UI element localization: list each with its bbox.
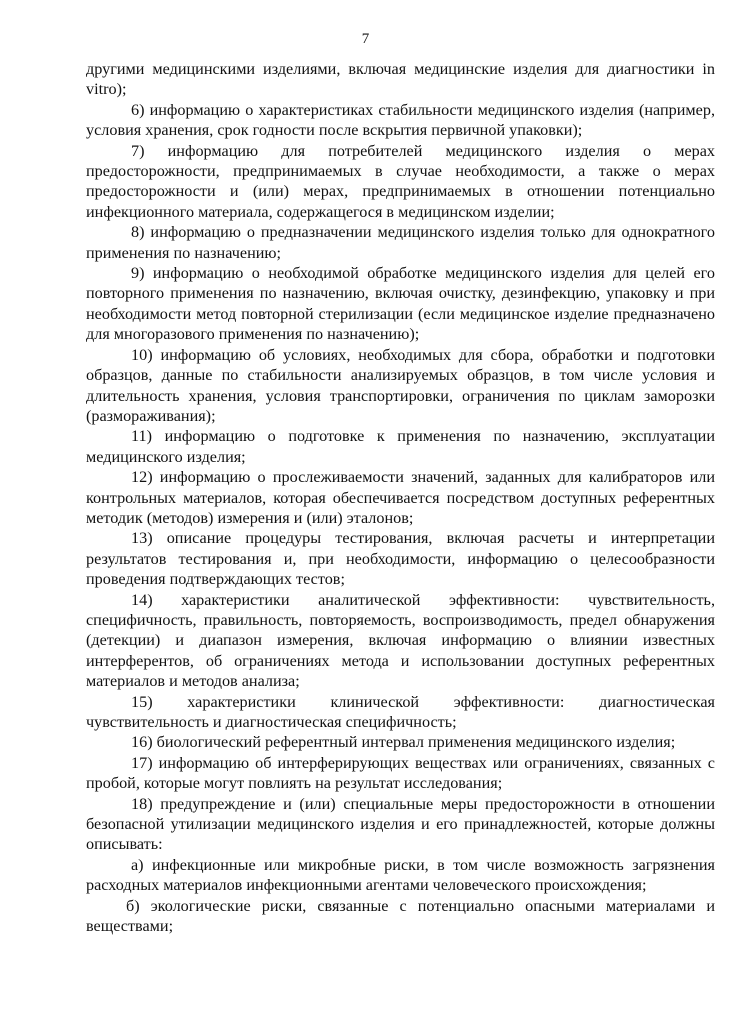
list-item-8: 8) информацию о предназначении медицинского изделия только для однократного применения по назначению;: [86, 223, 715, 262]
page-number: 7: [361, 31, 370, 47]
sub-item-a: а) инфекционные или микробные риски, в том числе возможность загрязнения расходных материалов инфекционными агентами человеческого происхождения;: [86, 855, 715, 895]
list-item-13: 13) описание процедуры тестирования, включая расчеты и интерпретации результатов тестирования и, при необходимости, информацию о целесообразности проведения подтверждающих тестов;: [86, 529, 715, 589]
list-item-12: 12) информацию о прослеживаемости значений, заданных для калибраторов или контрольных материалов, которая обеспечивается посредством доступных референтных методик (методов) измерения и (или) эталонов;: [86, 468, 715, 527]
list-item-14: 14) характеристики аналитической эффективности: чувствительность, специфичность, правильность, повторяемость, воспроизводимость, предел обнаружения (детекции) и диапазон измерения, включая информацию о влиянии известных интерферентов, об ограничениях метода и использовании доступных референтных материалов и методов анализа;: [86, 590, 715, 691]
list-item-9: 9) информацию о необходимой обработке медицинского изделия для целей его повторного применения по назначению, включая очистку, дезинфекцию, упаковку и при необходимости метод повторной стерилизации (если медицинское изделие предназначено для многоразового применения по назначению);: [86, 264, 715, 344]
list-item-16: 16) биологический референтный интервал применения медицинского изделия;: [131, 733, 676, 752]
sub-item-b: б) экологические риски, связанные с потенциально опасными материалами и веществами;: [86, 896, 715, 936]
document-body: [86, 59, 715, 936]
paragraph-continuation: другими медицинскими изделиями, включая медицинские изделия для диагностики in vitro);: [86, 60, 715, 99]
list-item-18: 18) предупреждение и (или) специальные меры предосторожности в отношении безопасной утилизации медицинского изделия и его принадлежностей, которые должны описывать:: [86, 794, 715, 854]
list-item-17: 17) информацию об интерферирующих веществах или ограничениях, связанных с пробой, которые могут повлиять на результат исследования;: [86, 753, 715, 793]
list-item-11: 11) информацию о подготовке к применения по назначению, эксплуатации медицинского изделия;: [86, 427, 715, 466]
list-item-6: 6) информацию о характеристиках стабильности медицинского изделия (например, условия хранения, срок годности после вскрытия первичной упаковки);: [86, 100, 715, 140]
list-item-15: 15) характеристики клинической эффективности: диагностическая чувствительность и диагностическая специфичность;: [86, 692, 715, 731]
list-item-7: 7) информацию для потребителей медицинского изделия о мерах предосторожности, предпринимаемых в случае необходимости, а также о мерах предосторожности и (или) мерах, предпринимаемых в отношении потенциально инфекционного материала, содержащегося в медицинском изделии;: [86, 141, 715, 221]
list-item-10: 10) информацию об условиях, необходимых для сбора, обработки и подготовки образцов, данные по стабильности анализируемых образцов, в том числе условия и длительность хранения, условия транспортировки, ограничения по циклам заморозки (размораживания);: [86, 345, 715, 425]
